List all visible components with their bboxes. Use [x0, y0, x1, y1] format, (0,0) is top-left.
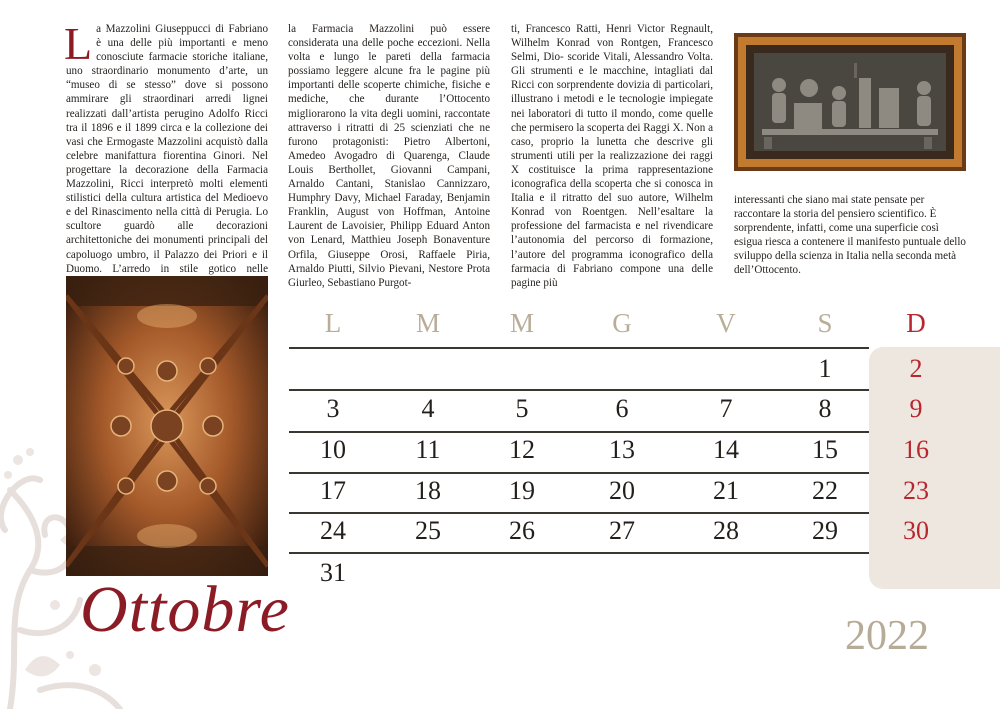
text-column-3: [511, 22, 713, 290]
calendar-rule: [289, 552, 869, 554]
weekday-label: M: [415, 308, 440, 338]
calendar-day-sunday: 23: [903, 476, 929, 505]
intro-text-column: [64, 18, 268, 290]
calendar-day-sunday: 9: [909, 394, 923, 423]
calendar-day: 19: [509, 476, 535, 505]
column-4-text: interessanti che siano mai state pensate per raccontare la storia del pensiero scientifico. È sorprendente, infatti, come una superficie così esigua riesca a contenere il manifesto puntuale dello sviluppo della scienza in Italia nella seconda metà dell’Ottocento.: [734, 194, 966, 277]
calendar-day-sunday: 16: [903, 435, 929, 464]
column-1-text: a Mazzolini Giuseppucci di Fabriano è una delle più importanti e meno conosciute farmacie storiche italiane, uno straordinario monumento d’arte, un “museo di se stesso” dove si possono ammirare gli straordinari arredi lignei realizzati dall’artista perugino Adolfo Ricci tra il 1896 e il 1899 circa e la collezione dei vasi che Ermogaste Mazzolini acquistò dalla celebre manifattura fiorentina Ginori. Nel progettare la decorazione della Farmacia Mazzolini, Ricci interpretò molti elementi stilistici della cultura artistica del Medioevo e del Rinascimento nella città di Perugia. Lo scultore guardò alle decorazioni architettoniche dei monumenti principali del capoluogo umbro, il Palazzo dei Priori e il Duomo. L’arredo in stile gotico nelle: [66, 23, 268, 275]
month-title: Ottobre: [80, 573, 290, 646]
calendar-day: 15: [812, 435, 838, 464]
drop-cap: L: [64, 18, 93, 69]
calendar-day: 6: [615, 394, 629, 423]
calendar-day: 11: [415, 435, 441, 464]
weekday-label: S: [817, 308, 833, 338]
weekday-label: V: [716, 308, 736, 338]
calendar-day: 27: [609, 516, 635, 545]
text-column-2: [288, 22, 490, 290]
column-2-text: la Farmacia Mazzolini può essere considerata una delle poche eccezioni. Nella volta e lungo le pareti della farmacia possiamo leggere alcune fra le pagine più importanti delle scoperte chimiche, fisiche e mediche, che durante l’Ottocento migliorarono la vita degli uomini, raccontate attraverso i ritratti di 25 scienziati che ne furono protagonisti: Pietro Albertoni, Amedeo Avogadro di Quarenga, Claude Louis Berthollet, Giovanni Campani, Arnaldo Cantani, Stanislao Cannizzaro, Humphry Davy, Michael Faraday, Benjamin Franklin, August von Hoffman, Antoine Laurent de Lavoisier, Philipp Eduard Anton von Lenard, Matthieu Joseph Bonaventure Orfila, Giuseppe Orosi, Raffaele Piria, Arnaldo Piutti, Silvio Pievani, Nestore Prota Giurleo, Sebastiano Purgot-: [288, 23, 490, 289]
carved-relief-photo: [734, 33, 966, 171]
calendar-day: 13: [609, 435, 635, 464]
year-label: 2022: [845, 613, 929, 659]
calendar-day: 31: [320, 558, 346, 587]
calendar-day: 25: [415, 516, 441, 545]
calendar-day: 20: [609, 476, 635, 505]
calendar-day-sunday: 30: [903, 516, 929, 545]
calendar-day: 4: [421, 394, 435, 423]
weekday-label: D: [906, 308, 926, 338]
calendar-rule: [289, 472, 869, 474]
calendar-rule: [289, 431, 869, 433]
calendar-day: 24: [320, 516, 346, 545]
calendar-day: 17: [320, 476, 346, 505]
calendar-day: 26: [509, 516, 535, 545]
calendar-day: 7: [719, 394, 733, 423]
calendar-day: 12: [509, 435, 535, 464]
calendar-day: 10: [320, 435, 346, 464]
calendar-day: 18: [415, 476, 441, 505]
calendar-day: 21: [713, 476, 739, 505]
calendar-rule: [289, 389, 869, 391]
calendar-rule: [289, 512, 869, 514]
calendar-day: 8: [818, 394, 832, 423]
calendar-day-sunday: 2: [909, 354, 923, 383]
calendar-rule: [289, 347, 869, 349]
calendar-day: 28: [713, 516, 739, 545]
calendar-day: 22: [812, 476, 838, 505]
column-3-text: ti, Francesco Ratti, Henri Victor Regnault, Wilhelm Konrad von Rontgen, Francesco Selmi, Dio- scoride Vitali, Alessandro Volta. Gli strumenti e le macchine, intagliati dal Ricci con sorprendente dovizia di particolari, illustrano i metodi e le tecnologie impiegate nei laboratori di tutto il mondo, come quelle che permisero la scoperta dei Raggi X. Non a caso, proprio la lunetta che descrive gli strumenti utili per la realizzazione dei raggi X costituisce la prima rappresentazione iconografica della scoperta che si conosca in Italia e il ritratto del suo autore, Wilhelm Konrad von Roentgen. Nell’esaltare la professione del farmacista e nel rivendicare l’autonomia del percorso di formazione, l’autore del programma iconografico della farmacia di Fabriano compone una delle pagine più: [511, 23, 713, 289]
weekday-label: M: [509, 308, 534, 338]
calendar-day: 29: [812, 516, 838, 545]
calendar-day: 5: [515, 394, 529, 423]
calendar-day: 3: [326, 394, 340, 423]
calendar-day: 14: [713, 435, 739, 464]
weekday-label: L: [324, 308, 342, 338]
text-column-4: [734, 193, 966, 278]
calendar-day: 1: [818, 354, 832, 383]
weekday-label: G: [612, 308, 632, 338]
ceiling-vault-photo: [66, 276, 268, 576]
